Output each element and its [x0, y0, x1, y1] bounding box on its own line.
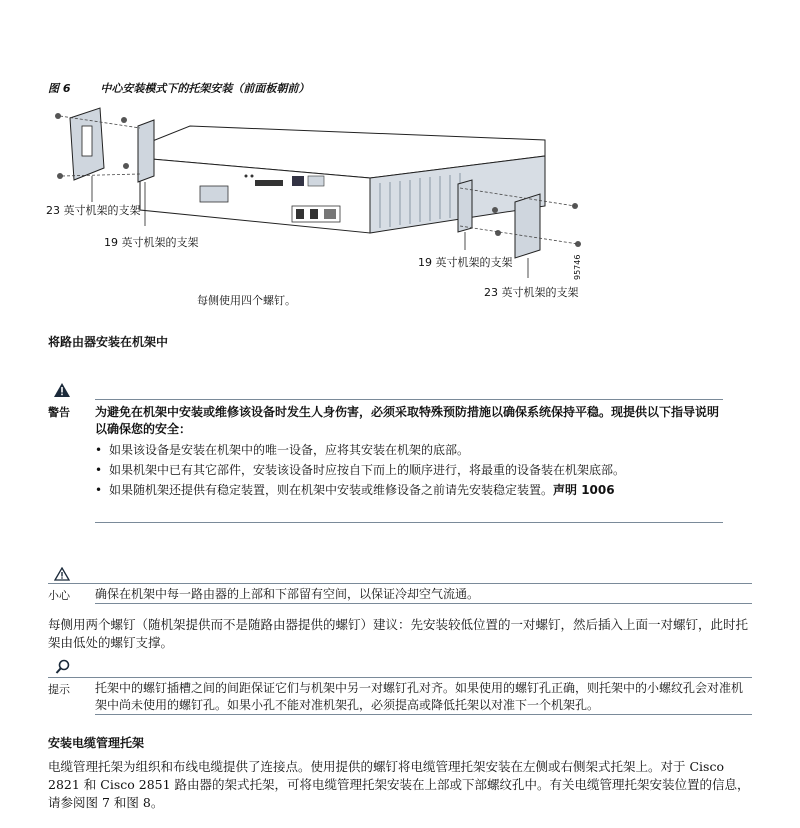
caution-icon — [54, 567, 70, 581]
figure-id: 95746 — [573, 254, 582, 280]
tip-text: 托架中的螺钉插槽之间的间距保证它们与机架中另一对螺钉孔对齐。如果使用的螺钉孔正确，则托架中的小螺纹孔会对准机架中尚未使用的螺钉孔。如果小孔不能对准机架孔，必须提高或降低托架以对准下一个机架孔。 — [95, 681, 744, 712]
section-heading-cable-management: 安装电缆管理托架 — [48, 736, 145, 750]
warning-top-rule — [95, 399, 723, 400]
magnifier-icon — [55, 659, 71, 675]
section-heading-rack: 将路由器安装在机架中 — [48, 335, 169, 349]
warning-label: 警告 — [48, 406, 70, 419]
callout-19-right: 19 英寸机架的支架 — [418, 256, 513, 269]
figure-number: 图 6 — [48, 82, 71, 95]
warning-bullet: • 如果该设备是安装在机架中的唯一设备，应将其安装在机架的底部。 — [95, 440, 735, 460]
tip-label: 提示 — [48, 683, 70, 696]
warning-bullet — [95, 480, 735, 500]
warning-icon — [54, 383, 70, 397]
callout-23-right: 23 英寸机架的支架 — [484, 286, 579, 299]
caution-top-rule — [48, 583, 752, 584]
warning-bullets — [95, 440, 735, 500]
figure-caption — [48, 80, 309, 96]
warning-bullet: • 如果机架中已有其它部件，安装该设备时应按自下而上的顺序进行，将最重的设备装在机架底部。 — [95, 460, 735, 480]
warning-text: 为避免在机架中安装或维修该设备时发生人身伤害，必须采取特殊预防措施以确保系统保持平稳。现提供以下指导说明以确保您的安全： — [95, 405, 720, 436]
right-23-bracket — [515, 194, 540, 258]
figure-title: 中心安装模式下的托架安装（前面板朝前） — [100, 82, 310, 95]
left-19-bracket — [138, 120, 154, 182]
callout-screws: 每侧使用四个螺钉。 — [197, 294, 296, 307]
tip-bottom-rule — [95, 714, 752, 715]
cable-management-paragraph: 电缆管理托架为组织和布线电缆提供了连接点。使用提供的螺钉将电缆管理托架安装在左侧或右侧架式托架上。对于 Cisco 2821 和 Cisco 2851 路由器的架式托架，可将电缆管理托架安装在上部或下部螺纹孔中。有关电缆管理托架安装位置的信息，请参阅图 7 和图 8。 — [48, 759, 750, 810]
caution-label: 小心 — [48, 589, 70, 602]
callout-23-left: 23 英寸机架的支架 — [46, 204, 141, 217]
tip-top-rule — [48, 677, 752, 678]
caution-bottom-rule — [95, 603, 752, 604]
callout-19-left: 19 英寸机架的支架 — [104, 236, 199, 249]
bracket-screw-paragraph: 每侧用两个螺钉（随机架提供而不是随路由器提供的螺钉）建议：先安装较低位置的一对螺钉，然后插入上面一对螺钉，此时托架由低处的螺钉支撑。 — [48, 617, 749, 650]
warning-bottom-rule — [95, 522, 723, 523]
caution-text: 确保在机架中每一路由器的上部和下部留有空间，以保证冷却空气流通。 — [95, 587, 480, 601]
statement-number: 声明 1006 — [553, 483, 615, 497]
warning-bullet-text: 如果随机架还提供有稳定装置，则在机架中安装或维修设备之前请先安装稳定装置。 — [109, 483, 554, 497]
